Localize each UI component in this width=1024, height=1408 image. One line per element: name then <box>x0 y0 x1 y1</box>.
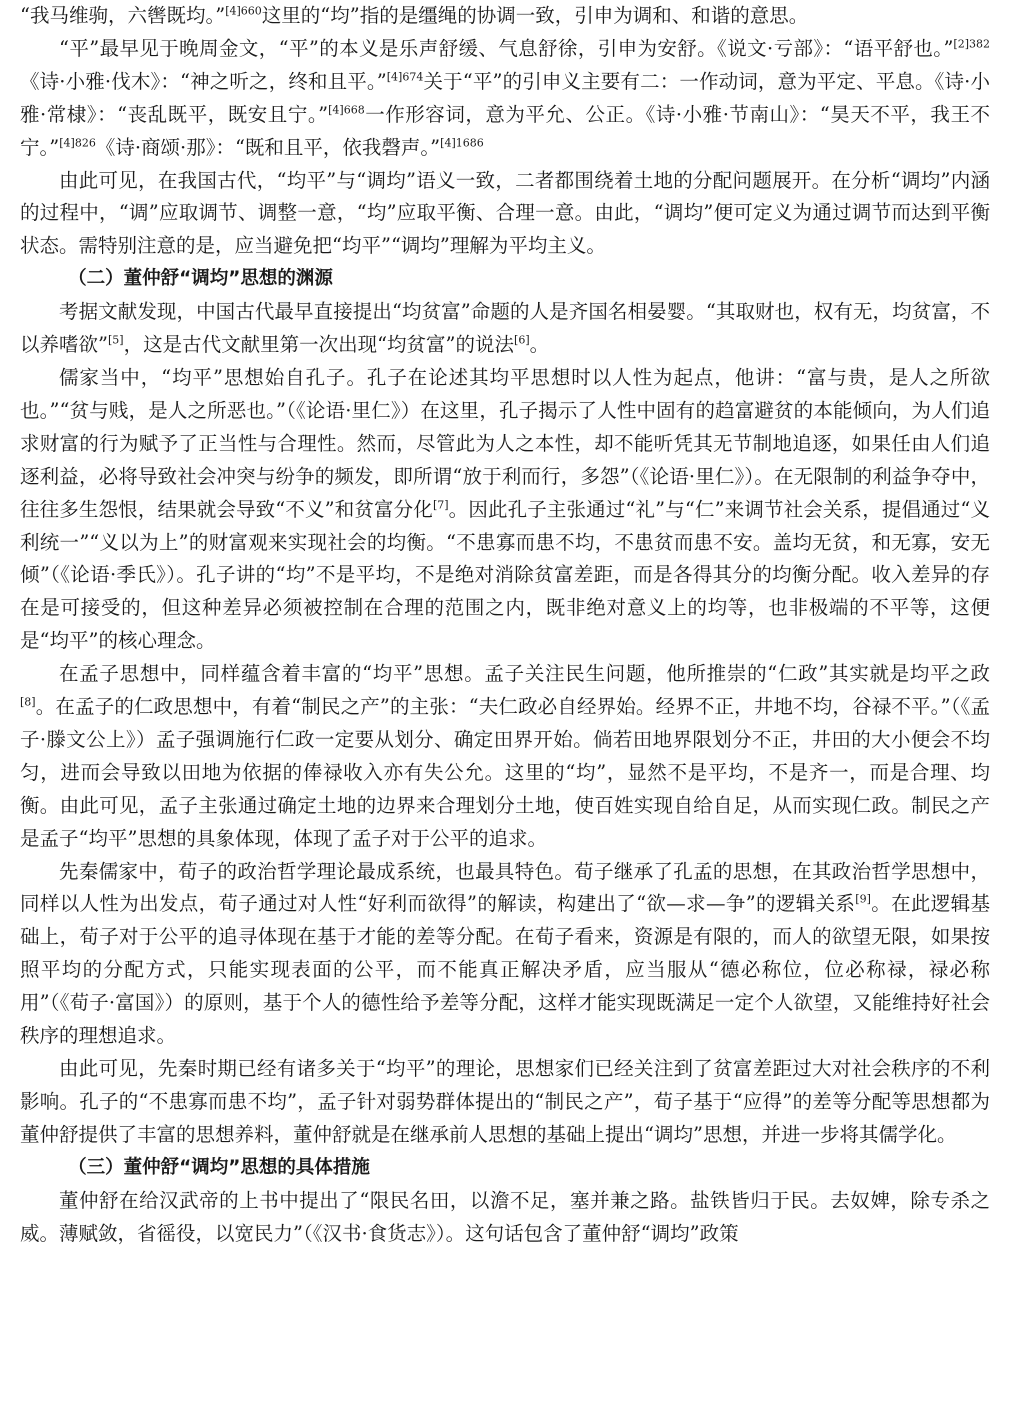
text-run: （三）董仲舒“调均”思想的具体措施 <box>68 1156 370 1178</box>
citation-superscript: [2]382 <box>953 37 990 51</box>
text-run: 。在此逻辑基础上，荀子对于公平的追寻体现在基于才能的差等分配。在荀子看来，资源是有限的，而人的欲望无限，如果按照平均的分配方式，只能实现表面的公平，而不能真正解决矛盾，应当服从“德必称位，位必称禄，禄必称用”（《荀子·富国》）的原则，基于个人的德性给予差等分配，这样才能实现既满足一定个人欲望，又能维持好社会秩序的理想追求。 <box>20 892 990 1048</box>
text-run: 《诗·小雅·伐木》：“神之听之，终和且平。” <box>20 69 387 93</box>
text-run: 《诗·商颂·那》：“既和且平，依我磬声。” <box>95 135 441 159</box>
body-paragraph <box>20 165 990 264</box>
text-run: 先秦儒家中，荀子的政治哲学理论最成系统，也最具特色。荀子继承了孔孟的思想，在其政治哲学思想中，同样以人性为出发点，荀子通过对人性“好利而欲得”的解读，构建出了“欲—求—争”的逻辑关系 <box>20 859 990 916</box>
citation-superscript: [8] <box>20 695 36 709</box>
citation-superscript: [4]674 <box>386 70 424 84</box>
body-paragraph <box>20 296 990 362</box>
citation-superscript: [7] <box>432 498 449 512</box>
text-run: 在孟子思想中，同样蕴含着丰富的“均平”思想。孟子关注民生问题，他所推崇的“仁政”其实就是均平之政 <box>59 662 990 686</box>
body-paragraph <box>20 362 990 658</box>
text-run: 儒家当中，“均平”思想始自孔子。孔子在论述其均平思想时以人性为起点，他讲：“富与贵，是人之所欲也。”“贫与贱，是人之所恶也。”（《论语·里仁》）在这里，孔子揭示了人性中固有的趋富避贫的本能倾向，为人们追求财富的行为赋予了正当性与合理性。然而，尽管此为人之本性，却不能听凭其无节制地追逐，如果任由人们追逐利益，必将导致社会冲突与纷争的频发，即所谓“放于利而行，多怨”（《论语·里仁》）。在无限制的利益争夺中，往往多生怨恨，结果就会导致“不义”和贫富分化 <box>20 365 990 521</box>
text-run: 由此可见，先秦时期已经有诸多关于“均平”的理论，思想家们已经关注到了贫富差距过大对社会秩序的不利影响。孔子的“不患寡而患不均”，孟子针对弱势群体提出的“制民之产”，荀子基于“应得”的差等分配等思想都为董仲舒提供了丰富的思想养料，董仲舒就是在继承前人思想的基础上提出“调均”思想，并进一步将其儒学化。 <box>20 1057 990 1146</box>
body-paragraph <box>20 33 990 165</box>
text-run: 。 <box>529 333 550 357</box>
body-paragraph <box>20 1053 990 1152</box>
body-paragraph <box>20 1185 990 1251</box>
citation-superscript: [4]826 <box>59 136 96 150</box>
text-run: “平”最早见于晚周金文，“平”的本义是乐声舒缓、气息舒徐，引申为安舒。《说文·亏部》：“语平舒也。” <box>59 36 954 60</box>
text-run: ，这是古代文献里第一次出现“均贫富”的说法 <box>123 333 515 357</box>
text-run: 。在孟子的仁政思想中，有着“制民之产”的主张：“夫仁政必自经界始。经界不正，井地不均，谷禄不平。”（《孟子·滕文公上》）孟子强调施行仁政一定要从划分、确定田界开始。倘若田地界限划分不正，井田的大小便会不均匀，进而会导致以田地为依据的俸禄收入亦有失公允。这里的“均”，显然不是平均，不是齐一，而是合理、均衡。由此可见，孟子主张通过确定土地的边界来合理划分土地，使百姓实现自给自足，从而实现仁政。制民之产是孟子“均平”思想的具象体现，体现了孟子对于公平的追求。 <box>20 695 990 850</box>
text-run: 由此可见，在我国古代，“均平”与“调均”语义一致，二者都围绕着土地的分配问题展开。在分析“调均”内涵的过程中，“调”应取调节、调整一意，“均”应取平衡、合理一意。由此，“调均”便可定义为通过调节而达到平衡状态。需特别注意的是，应当避免把“均平”“调均”理解为平均主义。 <box>20 168 990 258</box>
text-run: “我马维驹，六辔既均。” <box>20 4 226 27</box>
citation-superscript: [5] <box>107 333 124 347</box>
text-run: 考据文献发现，中国古代最早直接提出“均贫富”命题的人是齐国名相晏婴。“其取财也，权有无，均贫富，不以养嗜欲” <box>20 300 990 357</box>
citation-superscript: [4]668 <box>328 103 365 117</box>
citation-superscript: [9] <box>855 892 871 906</box>
text-run: 一作形容词，意为平允、公正。《诗·小雅·节南山》：“昊天不平，我王不宁。” <box>20 102 990 159</box>
text-run: 这里的“均”指的是缰绳的协调一致，引申为调和、和谐的意思。 <box>261 4 809 27</box>
body-paragraph <box>20 0 990 33</box>
section-heading <box>20 263 990 296</box>
citation-superscript: [4]660 <box>225 4 262 18</box>
text-run: 董仲舒在给汉武帝的上书中提出了“限民名田，以澹不足，塞并兼之路。盐铁皆归于民。去奴婢，除专杀之威。薄赋敛，省徭役，以宽民力”（《汉书·食货志》）。这句话包含了董仲舒“调均”政策 <box>20 1188 990 1245</box>
text-run: 。因此孔子主张通过“礼”与“仁”来调节社会关系，提倡通过“义利统一”“义以为上”的财富观来实现社会的均衡。“不患寡而患不均，不患贫而患不安。盖均无贫，和无寡，安无倾”（《论语·季氏》）。孔子讲的“均”不是平均，不是绝对消除贫富差距，而是各得其分的均衡分配。收入差异的存在是可接受的，但这种差异必须被控制在合理的范围之内，既非绝对意义上的均等，也非极端的不平等，这便是“均平”的核心理念。 <box>20 497 990 653</box>
body-paragraph <box>20 856 990 1053</box>
citation-superscript: [4]1686 <box>440 136 484 150</box>
citation-superscript: [6] <box>514 333 530 347</box>
document-page <box>20 0 990 1250</box>
text-run: 关于“平”的引申义主要有二：一作动词，意为平定、平息。《诗·小雅·常棣》：“丧乱既平，既安且宁。” <box>20 69 991 126</box>
section-heading <box>20 1152 990 1185</box>
text-run: （二）董仲舒“调均”思想的渊源 <box>68 268 333 290</box>
body-paragraph <box>20 658 990 855</box>
